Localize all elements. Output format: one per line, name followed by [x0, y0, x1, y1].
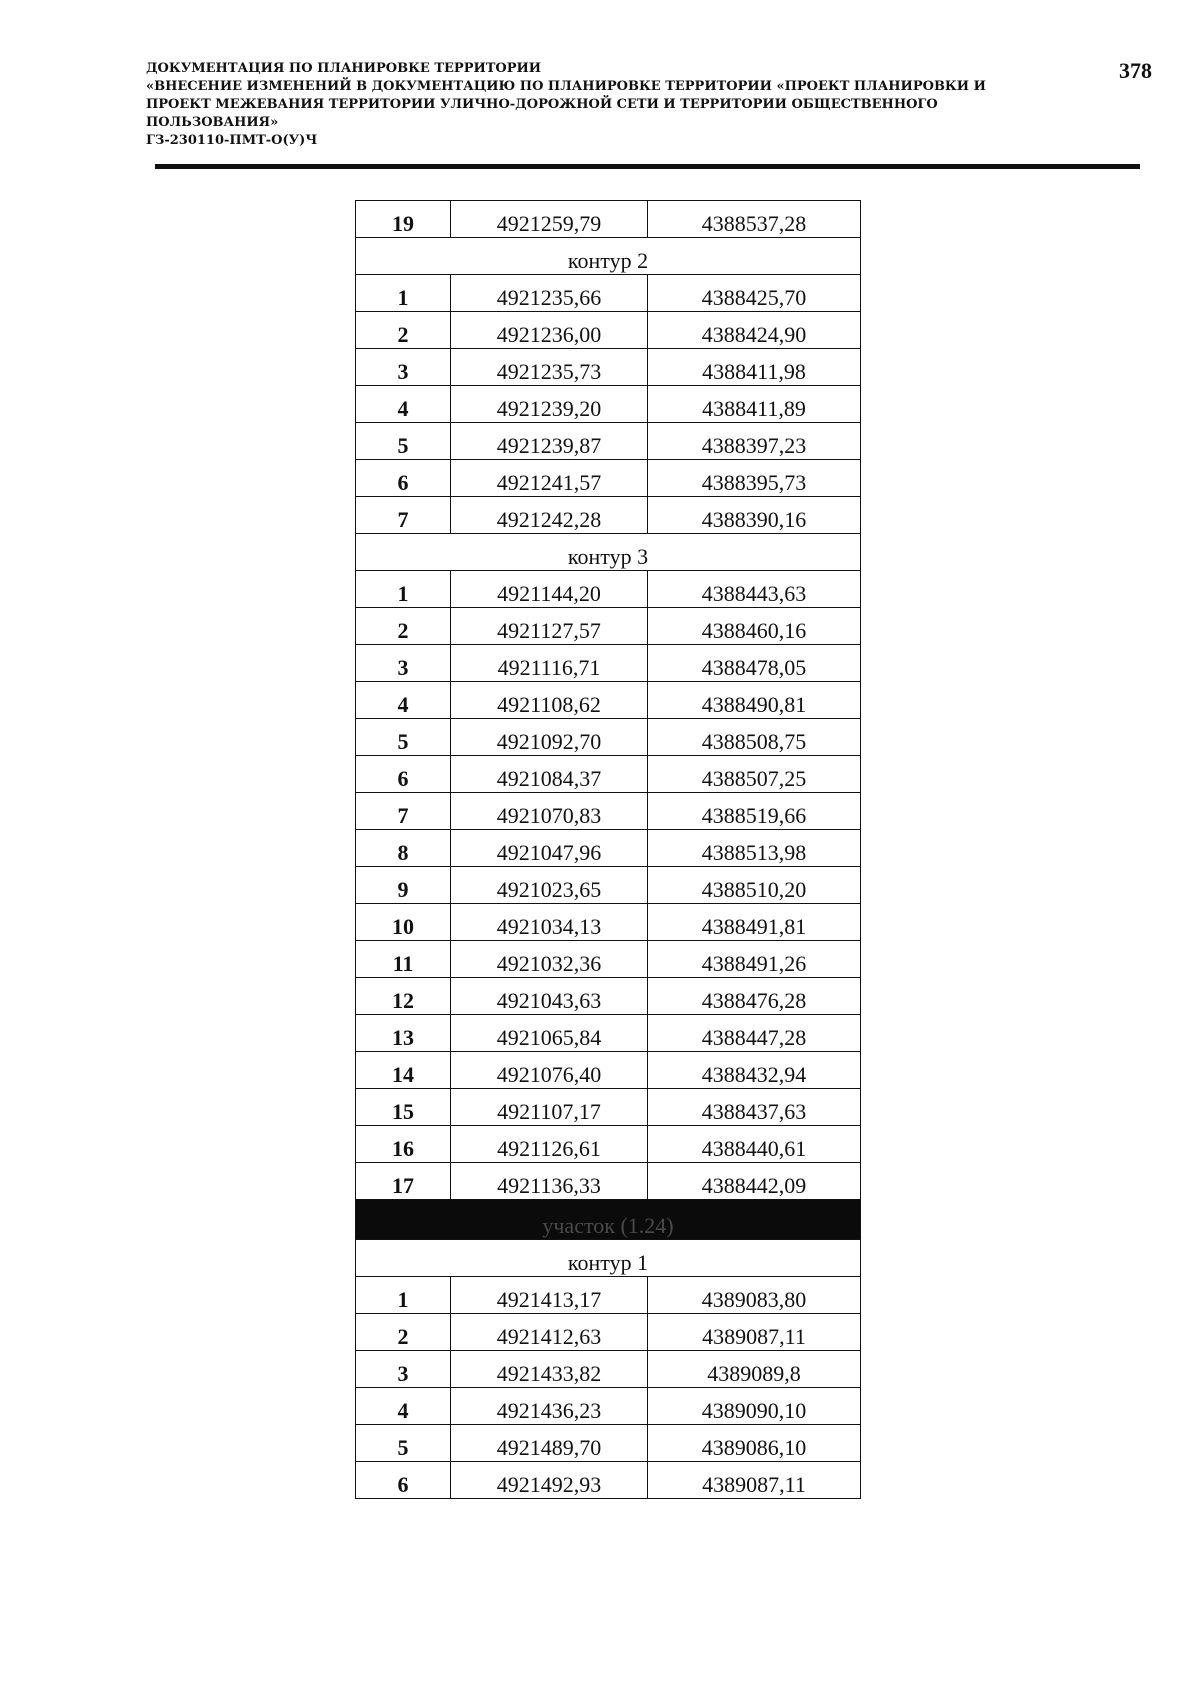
y-coordinate-cell: 4388478,05 — [648, 645, 861, 682]
point-number-cell: 7 — [356, 497, 451, 534]
x-coordinate-cell: 4921034,13 — [451, 904, 648, 941]
x-coordinate-cell: 4921144,20 — [451, 571, 648, 608]
contour-label: контур 1 — [356, 1240, 861, 1277]
y-coordinate-cell: 4388490,81 — [648, 682, 861, 719]
table-row — [356, 719, 861, 756]
table-row — [356, 1089, 861, 1126]
point-number-cell: 12 — [356, 978, 451, 1015]
y-coordinate-cell: 4388476,28 — [648, 978, 861, 1015]
x-coordinate-cell: 4921136,33 — [451, 1163, 648, 1200]
point-number-cell: 1 — [356, 275, 451, 312]
x-coordinate-cell: 4921092,70 — [451, 719, 648, 756]
point-number-cell: 3 — [356, 645, 451, 682]
y-coordinate-cell: 4389087,11 — [648, 1462, 861, 1499]
point-number-cell: 11 — [356, 941, 451, 978]
point-number-cell: 6 — [356, 756, 451, 793]
table-row — [356, 1163, 861, 1200]
point-number-cell: 6 — [356, 1462, 451, 1499]
document-header — [146, 60, 1076, 150]
y-coordinate-cell: 4388440,61 — [648, 1126, 861, 1163]
x-coordinate-cell: 4921239,87 — [451, 423, 648, 460]
y-coordinate-cell: 4388447,28 — [648, 1015, 861, 1052]
y-coordinate-cell: 4388491,81 — [648, 904, 861, 941]
x-coordinate-cell: 4921436,23 — [451, 1388, 648, 1425]
y-coordinate-cell: 4388491,26 — [648, 941, 861, 978]
table-row — [356, 978, 861, 1015]
point-number-cell: 2 — [356, 312, 451, 349]
point-number-cell: 3 — [356, 349, 451, 386]
table-row — [356, 423, 861, 460]
y-coordinate-cell: 4389083,80 — [648, 1277, 861, 1314]
x-coordinate-cell: 4921107,17 — [451, 1089, 648, 1126]
y-coordinate-cell: 4388513,98 — [648, 830, 861, 867]
y-coordinate-cell: 4388507,25 — [648, 756, 861, 793]
table-row — [356, 201, 861, 238]
header-line: ДОКУМЕНТАЦИЯ ПО ПЛАНИРОВКЕ ТЕРРИТОРИИ — [146, 61, 542, 76]
point-number-cell: 7 — [356, 793, 451, 830]
document-code: ГЗ-230110-ПМТ-О(У)Ч — [146, 133, 318, 148]
y-coordinate-cell: 4388390,16 — [648, 497, 861, 534]
table-row — [356, 1052, 861, 1089]
table-row — [356, 756, 861, 793]
x-coordinate-cell: 4921235,73 — [451, 349, 648, 386]
y-coordinate-cell: 4388424,90 — [648, 312, 861, 349]
y-coordinate-cell: 4388395,73 — [648, 460, 861, 497]
y-coordinate-cell: 4388437,63 — [648, 1089, 861, 1126]
x-coordinate-cell: 4921489,70 — [451, 1425, 648, 1462]
header-line: «ВНЕСЕНИЕ ИЗМЕНЕНИЙ В ДОКУМЕНТАЦИЮ ПО ПЛАНИРОВКЕ ТЕРРИТОРИИ «ПРОЕКТ ПЛАНИРОВКИ И — [146, 79, 986, 94]
y-coordinate-cell: 4388519,66 — [648, 793, 861, 830]
y-coordinate-cell: 4388510,20 — [648, 867, 861, 904]
y-coordinate-cell: 4388537,28 — [648, 201, 861, 238]
point-number-cell: 3 — [356, 1351, 451, 1388]
x-coordinate-cell: 4921235,66 — [451, 275, 648, 312]
point-number-cell: 9 — [356, 867, 451, 904]
x-coordinate-cell: 4921126,61 — [451, 1126, 648, 1163]
table-row — [356, 682, 861, 719]
x-coordinate-cell: 4921242,28 — [451, 497, 648, 534]
point-number-cell: 5 — [356, 1425, 451, 1462]
x-coordinate-cell: 4921433,82 — [451, 1351, 648, 1388]
coordinates-table — [355, 200, 861, 1499]
y-coordinate-cell: 4389087,11 — [648, 1314, 861, 1351]
point-number-cell: 17 — [356, 1163, 451, 1200]
table-row — [356, 941, 861, 978]
y-coordinate-cell: 4388425,70 — [648, 275, 861, 312]
contour-label: контур 3 — [356, 534, 861, 571]
table-row — [356, 867, 861, 904]
x-coordinate-cell: 4921236,00 — [451, 312, 648, 349]
point-number-cell: 15 — [356, 1089, 451, 1126]
x-coordinate-cell: 4921259,79 — [451, 201, 648, 238]
point-number-cell: 2 — [356, 1314, 451, 1351]
contour-label: контур 2 — [356, 238, 861, 275]
x-coordinate-cell: 4921043,63 — [451, 978, 648, 1015]
x-coordinate-cell: 4921023,65 — [451, 867, 648, 904]
y-coordinate-cell: 4388460,16 — [648, 608, 861, 645]
table-row — [356, 1425, 861, 1462]
point-number-cell: 16 — [356, 1126, 451, 1163]
y-coordinate-cell: 4389086,10 — [648, 1425, 861, 1462]
y-coordinate-cell: 4388508,75 — [648, 719, 861, 756]
table-row — [356, 793, 861, 830]
x-coordinate-cell: 4921076,40 — [451, 1052, 648, 1089]
table-row — [356, 571, 861, 608]
contour-header-row — [356, 238, 861, 275]
point-number-cell: 14 — [356, 1052, 451, 1089]
section-label: участок (1.24) — [356, 1200, 861, 1240]
header-line: ПРОЕКТ МЕЖЕВАНИЯ ТЕРРИТОРИИ УЛИЧНО-ДОРОЖНОЙ СЕТИ И ТЕРРИТОРИИ ОБЩЕСТВЕННОГО — [146, 97, 938, 112]
section-header-row — [356, 1200, 861, 1240]
point-number-cell: 1 — [356, 1277, 451, 1314]
x-coordinate-cell: 4921239,20 — [451, 386, 648, 423]
point-number-cell: 4 — [356, 1388, 451, 1425]
coordinates-table-body — [356, 201, 861, 1499]
table-row — [356, 460, 861, 497]
table-row — [356, 1277, 861, 1314]
table-row — [356, 645, 861, 682]
table-row — [356, 1462, 861, 1499]
x-coordinate-cell: 4921116,71 — [451, 645, 648, 682]
table-row — [356, 1388, 861, 1425]
header-divider — [155, 164, 1140, 169]
table-row — [356, 1126, 861, 1163]
table-row — [356, 386, 861, 423]
x-coordinate-cell: 4921070,83 — [451, 793, 648, 830]
point-number-cell: 4 — [356, 386, 451, 423]
x-coordinate-cell: 4921492,93 — [451, 1462, 648, 1499]
header-line: ПОЛЬЗОВАНИЯ» — [146, 115, 279, 130]
table-row — [356, 497, 861, 534]
y-coordinate-cell: 4388442,09 — [648, 1163, 861, 1200]
contour-header-row — [356, 1240, 861, 1277]
point-number-cell: 19 — [356, 201, 451, 238]
x-coordinate-cell: 4921032,36 — [451, 941, 648, 978]
y-coordinate-cell: 4388443,63 — [648, 571, 861, 608]
y-coordinate-cell: 4388411,89 — [648, 386, 861, 423]
point-number-cell: 8 — [356, 830, 451, 867]
table-row — [356, 608, 861, 645]
point-number-cell: 1 — [356, 571, 451, 608]
table-row — [356, 1351, 861, 1388]
point-number-cell: 5 — [356, 719, 451, 756]
point-number-cell: 4 — [356, 682, 451, 719]
contour-header-row — [356, 534, 861, 571]
x-coordinate-cell: 4921047,96 — [451, 830, 648, 867]
point-number-cell: 13 — [356, 1015, 451, 1052]
x-coordinate-cell: 4921084,37 — [451, 756, 648, 793]
x-coordinate-cell: 4921413,17 — [451, 1277, 648, 1314]
table-row — [356, 904, 861, 941]
y-coordinate-cell: 4388432,94 — [648, 1052, 861, 1089]
y-coordinate-cell: 4389089,8 — [648, 1351, 861, 1388]
y-coordinate-cell: 4388397,23 — [648, 423, 861, 460]
x-coordinate-cell: 4921065,84 — [451, 1015, 648, 1052]
y-coordinate-cell: 4388411,98 — [648, 349, 861, 386]
x-coordinate-cell: 4921108,62 — [451, 682, 648, 719]
table-row — [356, 312, 861, 349]
y-coordinate-cell: 4389090,10 — [648, 1388, 861, 1425]
table-row — [356, 349, 861, 386]
table-row — [356, 830, 861, 867]
page-number: 378 — [1119, 58, 1152, 83]
table-row — [356, 275, 861, 312]
point-number-cell: 5 — [356, 423, 451, 460]
table-row — [356, 1015, 861, 1052]
x-coordinate-cell: 4921127,57 — [451, 608, 648, 645]
x-coordinate-cell: 4921412,63 — [451, 1314, 648, 1351]
x-coordinate-cell: 4921241,57 — [451, 460, 648, 497]
point-number-cell: 10 — [356, 904, 451, 941]
point-number-cell: 6 — [356, 460, 451, 497]
table-row — [356, 1314, 861, 1351]
point-number-cell: 2 — [356, 608, 451, 645]
